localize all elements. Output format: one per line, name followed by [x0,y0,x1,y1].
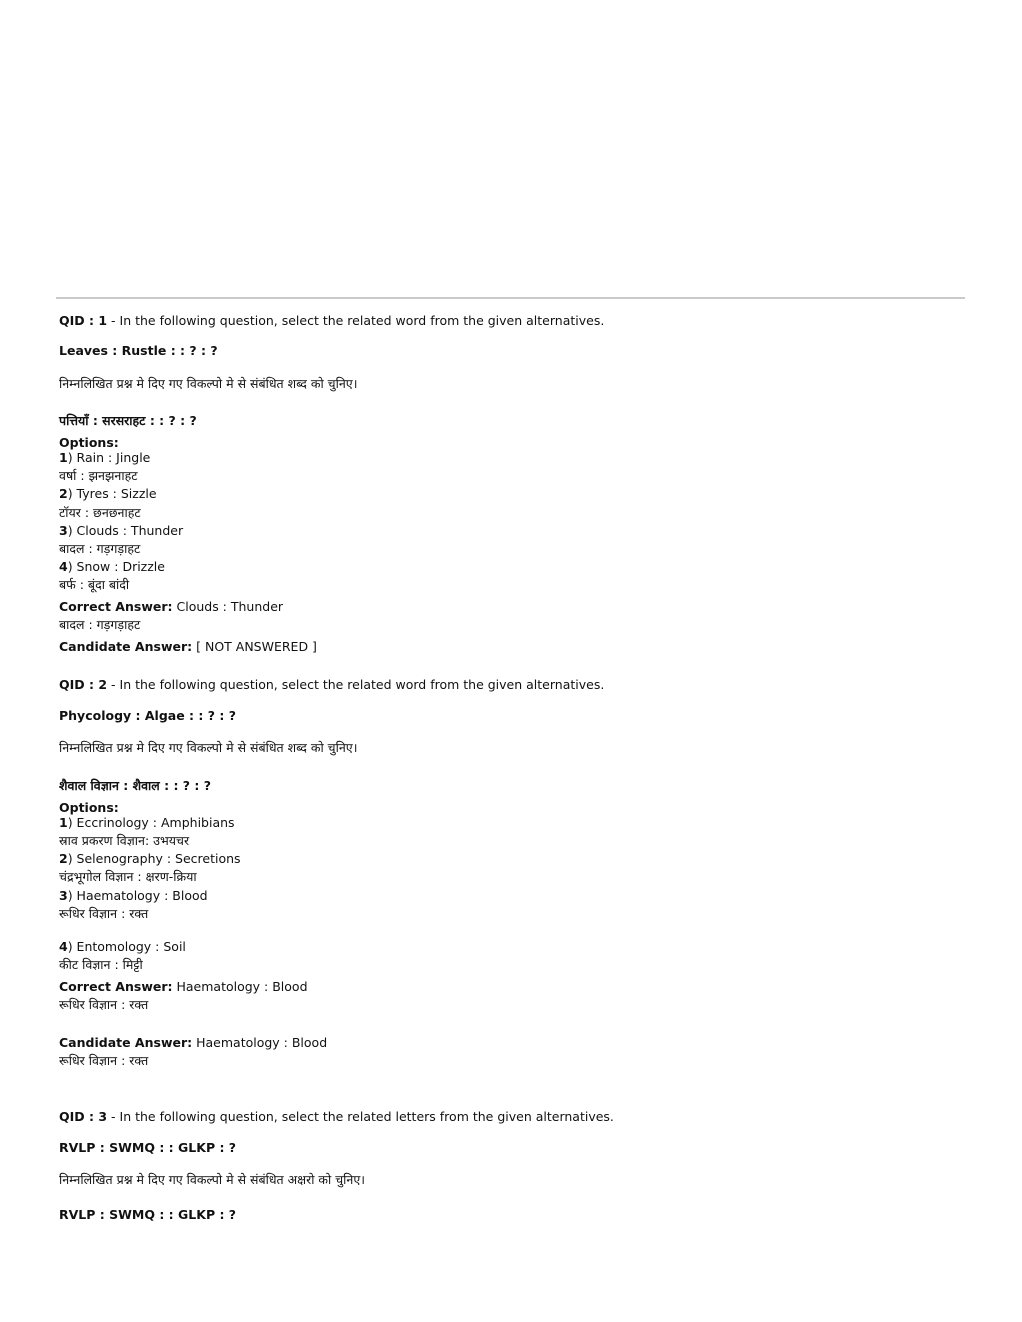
option-text: ) Rain : Jingle [67,450,151,465]
correct-answer-label: Correct Answer: [59,599,173,614]
qid-number: 1 [98,313,108,328]
option-text: ) Snow : Drizzle [67,559,165,574]
option-number: 3 [59,523,68,538]
option-en [59,559,165,575]
option-hi: बर्फ : बूंदा बांदी [59,577,130,592]
options-label: Options: [59,800,119,815]
correct-answer-value: Clouds : Thunder [172,599,284,614]
option-text: ) Selenography : Secretions [67,851,241,866]
candidate-answer-value: Haematology : Blood [192,1035,328,1050]
option-number: 2 [59,851,68,866]
question-header [59,313,604,329]
qid-number: 3 [98,1109,108,1124]
hindi-instruction: निम्नलिखित प्रश्न मे दिए गए विकल्पो मे से संबंधित शब्द को चुनिए। [59,740,358,755]
option-number: 1 [59,450,68,465]
candidate-answer [59,1035,327,1051]
option-en [59,888,208,904]
correct-answer-value: Haematology : Blood [172,979,308,994]
option-hi: चंद्रभूगोल विज्ञान : क्षरण-क्रिया [59,869,197,884]
qid-number: 2 [98,677,108,692]
option-en [59,450,150,466]
question-pair: Leaves : Rustle : : ? : ? [59,343,218,358]
option-text: ) Tyres : Sizzle [67,486,157,501]
header-divider [56,297,965,299]
hindi-instruction: निम्नलिखित प्रश्न मे दिए गए विकल्पो मे से संबंधित शब्द को चुनिए। [59,376,358,391]
candidate-answer-label: Candidate Answer: [59,1035,193,1050]
option-text: ) Eccrinology : Amphibians [67,815,235,830]
hindi-pair: शैवाल विज्ञान : शैवाल : : ? : ? [59,778,212,793]
option-text: ) Haematology : Blood [67,888,208,903]
candidate-answer-label: Candidate Answer: [59,639,193,654]
question-header [59,1109,614,1125]
question-text: - In the following question, select the related letters from the given alternatives. [107,1109,614,1124]
option-hi: रूधिर विज्ञान : रक्त [59,906,149,921]
option-hi: टॉयर : छनछनाहट [59,505,141,520]
option-hi: वर्षा : झनझनाहट [59,468,138,483]
question-text: - In the following question, select the related word from the given alternatives. [107,313,605,328]
option-hi: बादल : गड़गड़ाहट [59,541,141,556]
option-number: 3 [59,888,68,903]
option-hi: स्राव प्रकरण विज्ञान: उभयचर [59,833,190,848]
hindi-pair: पत्तियाँ : सरसराहट : : ? : ? [59,413,197,428]
options-label: Options: [59,435,119,450]
option-en [59,523,183,539]
question-pair: RVLP : SWMQ : : GLKP : ? [59,1140,237,1155]
correct-answer-hi: बादल : गड़गड़ाहट [59,617,141,632]
correct-answer-label: Correct Answer: [59,979,173,994]
option-number: 2 [59,486,68,501]
option-text: ) Entomology : Soil [67,939,186,954]
correct-answer-hi: रूधिर विज्ञान : रक्त [59,997,149,1012]
option-number: 4 [59,559,68,574]
correct-answer [59,599,283,615]
option-en [59,851,241,867]
question-text: - In the following question, select the related word from the given alternatives. [107,677,605,692]
option-en [59,939,186,955]
option-number: 1 [59,815,68,830]
option-en [59,486,157,502]
qid-label: QID : [59,677,99,692]
option-hi: कीट विज्ञान : मिट्टी [59,957,143,972]
option-number: 4 [59,939,68,954]
qid-label: QID : [59,1109,99,1124]
qid-label: QID : [59,313,99,328]
option-text: ) Clouds : Thunder [67,523,184,538]
hindi-pair: RVLP : SWMQ : : GLKP : ? [59,1207,237,1222]
question-pair: Phycology : Algae : : ? : ? [59,708,236,723]
candidate-answer [59,639,317,655]
question-header [59,677,604,693]
candidate-answer-value: [ NOT ANSWERED ] [192,639,317,654]
option-en [59,815,235,831]
correct-answer [59,979,308,995]
hindi-instruction: निम्नलिखित प्रश्न मे दिए गए विकल्पो मे से संबंधित अक्षरो को चुनिए। [59,1172,366,1187]
candidate-answer-hi: रूधिर विज्ञान : रक्त [59,1053,149,1068]
